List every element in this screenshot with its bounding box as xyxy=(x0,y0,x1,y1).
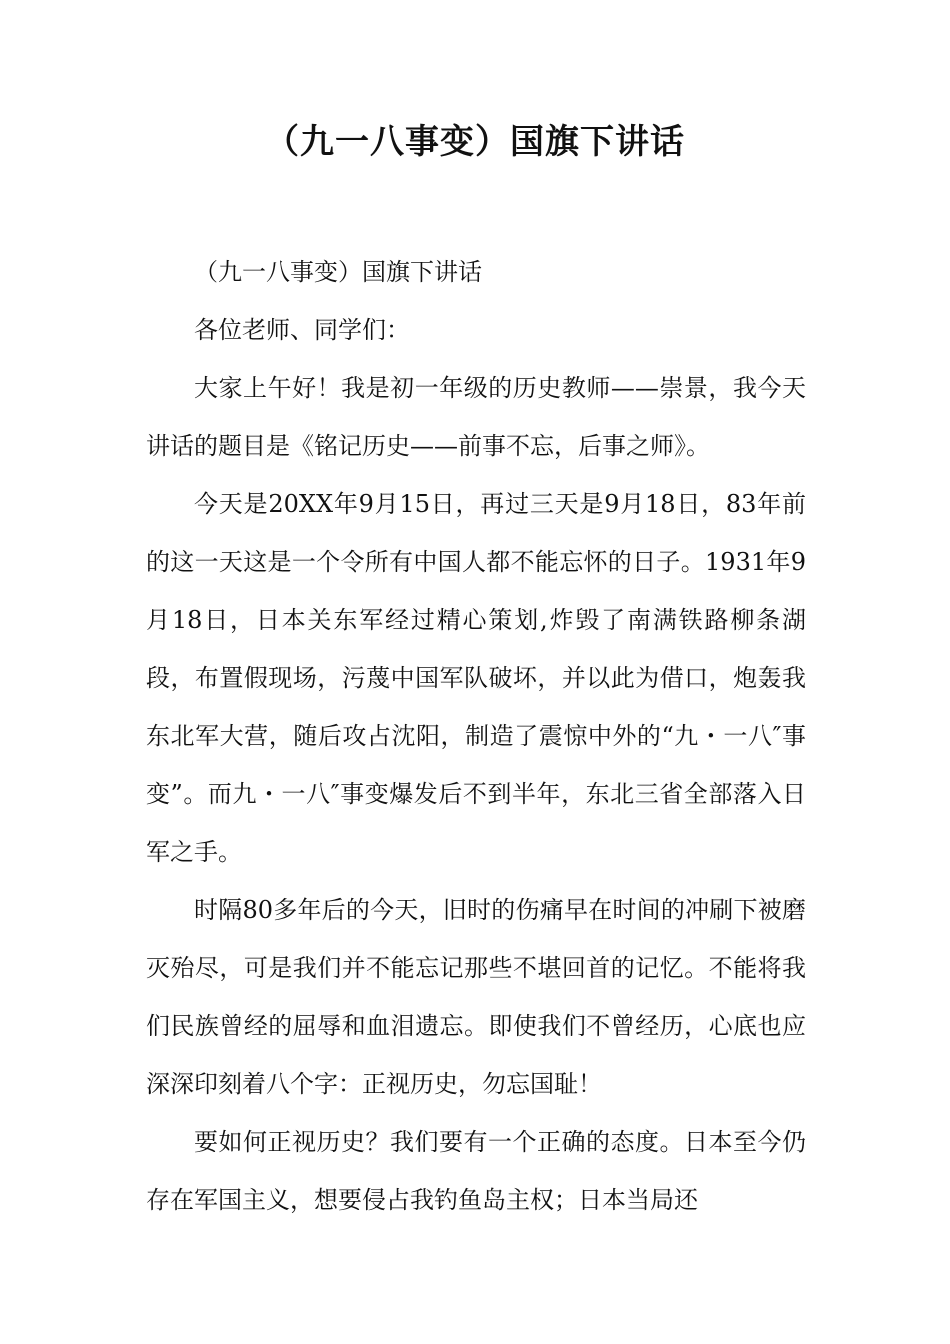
paragraph-salutation: 各位老师、同学们： xyxy=(194,316,410,344)
paragraph-history: 今天是20XX年9月15日，再过三天是9月18日，83年前的这一天这是一个令所有中国人都不能忘怀的日子。1931年9月18日，日本关东军经过精心策划,炸毁了南满铁路柳条湖段，布置假现场，污蔑中国军队破坏，并以此为借口，炮轰我东北军大营，随后攻占沈阳，制造了震惊中外的“九・一八″事变”。而九・一八″事变爆发后不到半年，东北三省全部落入日军之手。 xyxy=(146,490,806,866)
paragraph-remembrance: 时隔80多年后的今天，旧时的伤痛早在时间的冲刷下被磨灭殆尽，可是我们并不能忘记那些不堪回首的记忆。不能将我们民族曾经的屈辱和血泪遗忘。即使我们不曾经历，心底也应深深印刻着八个字：正视历史，勿忘国耻！ xyxy=(146,896,806,1098)
document-title: （九一八事变）国旗下讲话 xyxy=(265,122,685,162)
document-body xyxy=(146,243,806,1229)
paragraph-attitude: 要如何正视历史？我们要有一个正确的态度。日本至今仍存在军国主义，想要侵占我钓鱼岛主权；日本当局还 xyxy=(146,1128,806,1214)
paragraph-introduction: 大家上午好！我是初一年级的历史教师——崇景，我今天讲话的题目是《铭记历史——前事不忘，后事之师》。 xyxy=(146,374,806,460)
paragraph-subtitle: （九一八事变）国旗下讲话 xyxy=(194,258,482,286)
